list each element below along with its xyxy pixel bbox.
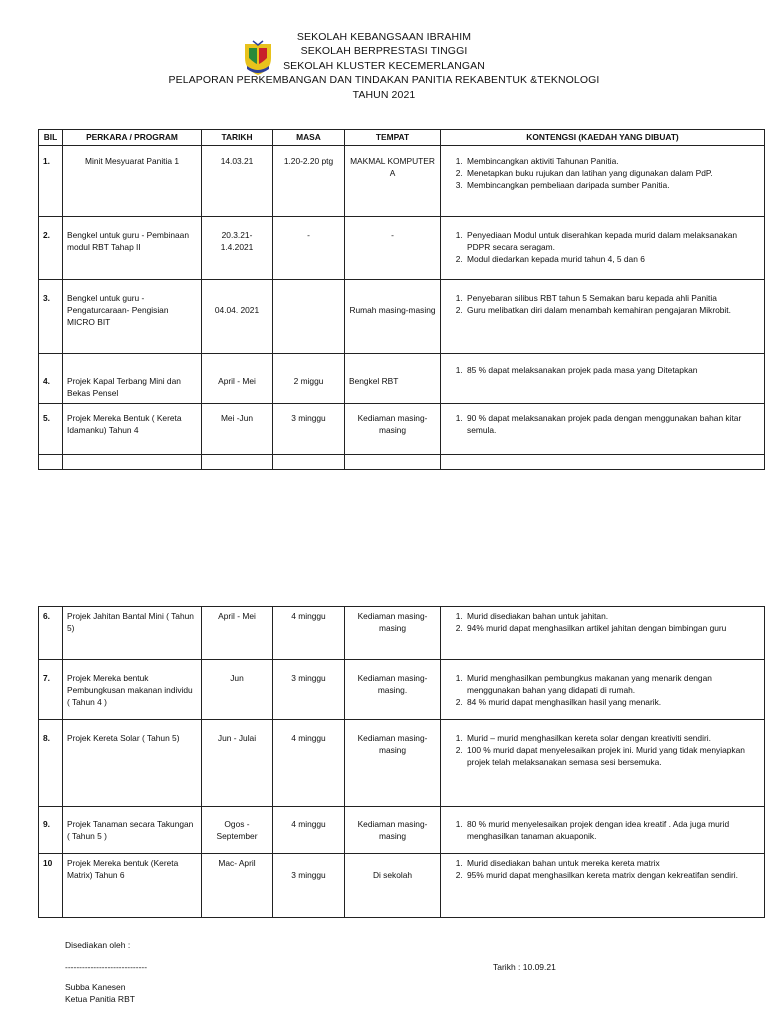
kontengsi-item: 2. 100 % murid dapat menyelesaikan projek ini. Murid yang tidak menyiapkan projek telah melaksanakan semasa sesi bersemuka. bbox=[465, 744, 760, 768]
row-bil: 6. bbox=[39, 607, 63, 660]
school-status: SEKOLAH BERPRESTASI TINGGI bbox=[300, 45, 468, 58]
prepared-by-label: Disediakan oleh : bbox=[65, 940, 131, 950]
table-row bbox=[39, 404, 765, 455]
row-masa: 4 minggu bbox=[273, 807, 345, 854]
row-perkara: Bengkel untuk guru - Pengaturcaraan- Pengisian MICRO BIT bbox=[63, 280, 202, 354]
row-masa: 1.20-2.20 ptg bbox=[273, 146, 345, 217]
row-tempat: Bengkel RBT bbox=[345, 354, 441, 404]
document-header bbox=[0, 30, 768, 102]
row-masa: 3 minggu bbox=[273, 660, 345, 720]
row-kontengsi bbox=[441, 660, 765, 720]
kontengsi-item: 2. 84 % murid dapat menghasilkan hasil yang menarik. bbox=[465, 696, 760, 708]
row-kontengsi bbox=[441, 607, 765, 660]
signatory-name: Subba Kanesen bbox=[65, 982, 126, 992]
row-perkara: Projek Tanaman secara Takungan ( Tahun 5 ) bbox=[63, 807, 202, 854]
row-bil: 10 bbox=[39, 854, 63, 918]
table-header-row bbox=[39, 130, 765, 146]
row-tempat: Kediaman masing-masing bbox=[345, 807, 441, 854]
row-tarikh: April - Mei bbox=[202, 354, 273, 404]
row-bil: 1. bbox=[39, 146, 63, 217]
table-row bbox=[39, 720, 765, 807]
kontengsi-item: 2. Modul diedarkan kepada murid tahun 4, 5 dan 6 bbox=[465, 253, 760, 265]
row-masa: 4 minggu bbox=[273, 720, 345, 807]
row-kontengsi bbox=[441, 217, 765, 280]
kontengsi-item: 1. Murid disediakan bahan untuk jahitan. bbox=[465, 610, 760, 622]
kontengsi-item: 1. Penyebaran silibus RBT tahun 5 Semakan baru kepada ahli Panitia bbox=[465, 292, 760, 304]
row-bil: 3. bbox=[39, 280, 63, 354]
kontengsi-item: 1. Murid disediakan bahan untuk mereka kereta matrix bbox=[465, 857, 760, 869]
kontengsi-item: 1. Murid – murid menghasilkan kereta solar dengan kreativiti sendiri. bbox=[465, 732, 760, 744]
kontengsi-item: 1. Penyediaan Modul untuk diserahkan kepada murid dalam melaksanakan PDPR secara seragam. bbox=[465, 229, 760, 253]
signatory-position: Ketua Panitia RBT bbox=[65, 994, 135, 1004]
row-tempat: - bbox=[345, 217, 441, 280]
row-tempat: Kediaman masing-masing. bbox=[345, 660, 441, 720]
empty-cell bbox=[273, 455, 345, 470]
row-tempat: Kediaman masing-masing bbox=[345, 404, 441, 455]
row-kontengsi bbox=[441, 354, 765, 404]
kontengsi-item: 2. Guru melibatkan diri dalam menambah kemahiran pengajaran Mikrobit. bbox=[465, 304, 760, 316]
row-kontengsi bbox=[441, 146, 765, 217]
kontengsi-item: 3. Membincangkan pembeliaan daripada sumber Panitia. bbox=[465, 179, 760, 191]
col-header-tempat: TEMPAT bbox=[345, 130, 441, 146]
row-tarikh: Ogos - September bbox=[202, 807, 273, 854]
kontengsi-item: 1. 90 % dapat melaksanakan projek pada dengan menggunakan bahan kitar semula. bbox=[465, 412, 760, 436]
signature-line: ----------------------------- bbox=[65, 962, 148, 972]
row-perkara: Projek Kereta Solar ( Tahun 5) bbox=[63, 720, 202, 807]
row-tarikh: Mei -Jun bbox=[202, 404, 273, 455]
row-kontengsi bbox=[441, 404, 765, 455]
row-tempat: MAKMAL KOMPUTER A bbox=[345, 146, 441, 217]
row-kontengsi bbox=[441, 807, 765, 854]
kontengsi-item: 1. 85 % dapat melaksanakan projek pada masa yang Ditetapkan bbox=[465, 364, 760, 376]
table-row bbox=[39, 354, 765, 404]
row-perkara: Projek Kapal Terbang Mini dan Bekas Pensel bbox=[63, 354, 202, 404]
table-row bbox=[39, 146, 765, 217]
table-row bbox=[39, 280, 765, 354]
table-row bbox=[39, 217, 765, 280]
row-bil: 2. bbox=[39, 217, 63, 280]
row-kontengsi bbox=[441, 720, 765, 807]
row-perkara: Projek Mereka bentuk Pembungkusan makanan individu ( Tahun 4 ) bbox=[63, 660, 202, 720]
row-tarikh: Mac- April bbox=[202, 854, 273, 918]
row-masa: 3 minggu bbox=[273, 404, 345, 455]
report-year: TAHUN 2021 bbox=[352, 88, 416, 101]
row-tarikh: 04.04. 2021 bbox=[202, 280, 273, 354]
row-bil: 8. bbox=[39, 720, 63, 807]
row-tempat: Di sekolah bbox=[345, 854, 441, 918]
empty-cell bbox=[441, 455, 765, 470]
row-kontengsi bbox=[441, 280, 765, 354]
row-bil: 4. bbox=[39, 354, 63, 404]
school-cluster: SEKOLAH KLUSTER KECEMERLANGAN bbox=[283, 59, 485, 72]
col-header-masa: MASA bbox=[273, 130, 345, 146]
row-masa: 2 miggu bbox=[273, 354, 345, 404]
kontengsi-item: 1. Murid menghasilkan pembungkus makanan yang menarik dengan menggunakan bahan yang didapati di rumah. bbox=[465, 672, 760, 696]
col-header-kontengsi: KONTENGSI (KAEDAH YANG DIBUAT) bbox=[441, 130, 765, 146]
row-perkara: Projek Jahitan Bantal Mini ( Tahun 5) bbox=[63, 607, 202, 660]
row-masa: 3 minggu bbox=[273, 854, 345, 918]
report-date: Tarikh : 10.09.21 bbox=[493, 962, 556, 972]
empty-cell bbox=[39, 455, 63, 470]
table-row bbox=[39, 660, 765, 720]
kontengsi-item: 2. 95% murid dapat menghasilkan kereta matrix dengan kekreatifan sendiri. bbox=[465, 869, 760, 881]
row-tarikh: 14.03.21 bbox=[202, 146, 273, 217]
empty-cell bbox=[345, 455, 441, 470]
row-masa: 4 minggu bbox=[273, 607, 345, 660]
col-header-perkara: PERKARA / PROGRAM bbox=[63, 130, 202, 146]
row-bil: 9. bbox=[39, 807, 63, 854]
empty-cell bbox=[63, 455, 202, 470]
kontengsi-item: 1. Membincangkan aktiviti Tahunan Panitia. bbox=[465, 155, 760, 167]
table-row bbox=[39, 607, 765, 660]
progress-table-part-2 bbox=[38, 606, 765, 918]
row-tempat: Kediaman masing-masing bbox=[345, 607, 441, 660]
col-header-tarikh: TARIKH bbox=[202, 130, 273, 146]
kontengsi-item: 2. Menetapkan buku rujukan dan latihan yang digunakan dalam PdP. bbox=[465, 167, 760, 179]
table-row bbox=[39, 854, 765, 918]
row-perkara: Minit Mesyuarat Panitia 1 bbox=[63, 146, 202, 217]
row-bil: 7. bbox=[39, 660, 63, 720]
kontengsi-item: 2. 94% murid dapat menghasilkan artikel jahitan dengan bimbingan guru bbox=[465, 622, 760, 634]
row-tarikh: Jun bbox=[202, 660, 273, 720]
row-masa: - bbox=[273, 217, 345, 280]
col-header-bil: BIL bbox=[39, 130, 63, 146]
table-row bbox=[39, 807, 765, 854]
row-tarikh: Jun - Julai bbox=[202, 720, 273, 807]
row-masa bbox=[273, 280, 345, 354]
row-tempat: Rumah masing-masing bbox=[345, 280, 441, 354]
row-tarikh: 20.3.21- 1.4.2021 bbox=[202, 217, 273, 280]
row-perkara: Projek Mereka Bentuk ( Kereta Idamanku) Tahun 4 bbox=[63, 404, 202, 455]
row-tarikh: April - Mei bbox=[202, 607, 273, 660]
school-name: SEKOLAH KEBANGSAAN IBRAHIM bbox=[296, 31, 472, 43]
empty-cell bbox=[202, 455, 273, 470]
row-kontengsi bbox=[441, 854, 765, 918]
row-bil: 5. bbox=[39, 404, 63, 455]
row-tempat: Kediaman masing-masing bbox=[345, 720, 441, 807]
table-row-empty bbox=[39, 455, 765, 470]
kontengsi-item: 1. 80 % murid menyelesaikan projek dengan idea kreatif . Ada juga murid menghasilkan tanaman akuaponik. bbox=[465, 818, 760, 842]
row-perkara: Projek Mereka bentuk (Kereta Matrix) Tahun 6 bbox=[63, 854, 202, 918]
progress-table-part-1 bbox=[38, 129, 765, 470]
row-perkara: Bengkel untuk guru - Pembinaan modul RBT Tahap II bbox=[63, 217, 202, 280]
report-title: PELAPORAN PERKEMBANGAN DAN TINDAKAN PANITIA REKABENTUK &TEKNOLOGI bbox=[168, 74, 600, 87]
